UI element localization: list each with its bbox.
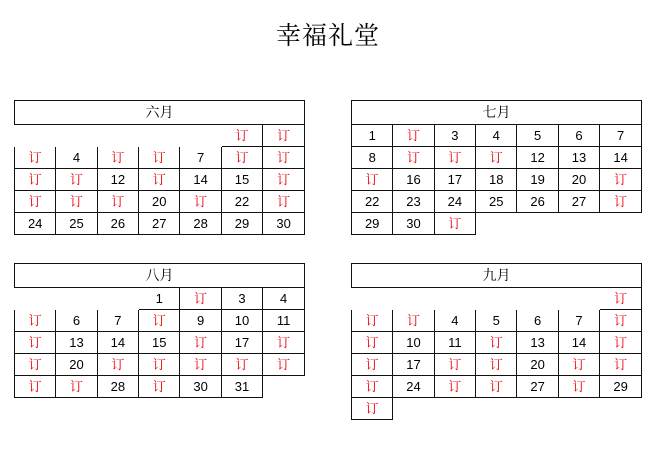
calendar-day-booked[interactable]: 订 — [600, 288, 642, 310]
calendar-day-available[interactable]: 7 — [97, 310, 138, 332]
calendar-day-booked[interactable]: 订 — [352, 376, 393, 398]
calendar-week-row — [352, 288, 642, 310]
calendar-day-booked[interactable]: 订 — [476, 376, 517, 398]
calendar-day-available[interactable]: 8 — [352, 147, 393, 169]
calendar-day-available[interactable]: 6 — [558, 125, 599, 147]
calendar-day-booked[interactable]: 订 — [600, 310, 642, 332]
calendar-day-booked[interactable]: 订 — [558, 354, 599, 376]
calendar-day-available[interactable]: 27 — [517, 376, 558, 398]
calendar-day-available[interactable]: 29 — [352, 213, 393, 235]
calendar-day-available[interactable]: 5 — [517, 125, 558, 147]
calendar-day-booked[interactable]: 订 — [352, 169, 393, 191]
calendar-day-booked[interactable]: 订 — [15, 310, 56, 332]
calendar-day-available[interactable]: 7 — [558, 310, 599, 332]
calendar-week-row — [15, 310, 305, 332]
calendar-day-available[interactable]: 1 — [139, 288, 180, 310]
calendar-day-available[interactable]: 30 — [180, 376, 221, 398]
calendar-day-booked[interactable]: 订 — [180, 354, 221, 376]
calendar-day-empty — [476, 288, 517, 310]
calendar-day-available[interactable]: 4 — [263, 288, 305, 310]
calendar-day-available[interactable]: 12 — [517, 147, 558, 169]
calendar-day-empty — [600, 213, 642, 235]
calendar-day-empty — [263, 376, 305, 398]
calendar-day-available[interactable]: 10 — [221, 310, 262, 332]
calendar-day-booked[interactable]: 订 — [434, 147, 475, 169]
calendar-day-available[interactable]: 3 — [221, 288, 262, 310]
calendar-week-row — [15, 354, 305, 376]
calendar-day-booked[interactable]: 订 — [558, 376, 599, 398]
calendar-day-available[interactable]: 25 — [476, 191, 517, 213]
calendar-day-booked[interactable]: 订 — [221, 147, 262, 169]
calendar-day-empty — [393, 398, 434, 420]
calendar-day-booked[interactable]: 订 — [263, 125, 305, 147]
calendar-day-available[interactable]: 4 — [434, 310, 475, 332]
calendar-september-body — [352, 264, 642, 420]
calendar-day-booked[interactable]: 订 — [56, 376, 97, 398]
calendar-day-available[interactable]: 22 — [221, 191, 262, 213]
calendar-day-available[interactable]: 11 — [434, 332, 475, 354]
calendar-day-booked[interactable]: 订 — [434, 354, 475, 376]
calendar-week-row — [352, 169, 642, 191]
calendar-week-row — [352, 398, 642, 420]
calendar-day-booked[interactable]: 订 — [97, 191, 138, 213]
calendar-day-empty — [517, 288, 558, 310]
calendar-day-booked[interactable]: 订 — [434, 376, 475, 398]
calendar-day-booked[interactable]: 订 — [15, 147, 56, 169]
calendar-day-available[interactable]: 27 — [558, 191, 599, 213]
calendar-august-wrapper — [14, 263, 305, 420]
calendar-day-available[interactable]: 14 — [180, 169, 221, 191]
calendar-week-row — [15, 288, 305, 310]
calendar-day-booked[interactable]: 订 — [97, 147, 138, 169]
calendar-day-empty — [600, 398, 642, 420]
calendar-grid — [14, 100, 642, 420]
calendar-september-wrapper — [351, 263, 642, 420]
calendar-day-empty — [517, 398, 558, 420]
calendar-august-body — [15, 264, 305, 398]
calendar-page — [0, 16, 656, 460]
calendar-day-booked[interactable]: 订 — [15, 354, 56, 376]
calendar-day-available[interactable]: 29 — [221, 213, 262, 235]
calendar-day-available[interactable]: 26 — [517, 191, 558, 213]
calendar-day-available[interactable]: 27 — [139, 213, 180, 235]
calendar-july-body — [352, 101, 642, 235]
calendar-day-available[interactable]: 24 — [15, 213, 56, 235]
calendar-day-booked[interactable]: 订 — [263, 147, 305, 169]
calendar-day-available[interactable]: 7 — [180, 147, 221, 169]
calendar-day-booked[interactable]: 订 — [476, 147, 517, 169]
calendar-july — [351, 100, 642, 235]
calendar-day-booked[interactable]: 订 — [476, 354, 517, 376]
calendar-day-booked[interactable]: 订 — [352, 354, 393, 376]
calendar-day-available[interactable]: 7 — [600, 125, 642, 147]
calendar-month-label: 六月 — [15, 101, 305, 125]
calendar-day-available[interactable]: 23 — [393, 191, 434, 213]
calendar-week-row — [352, 191, 642, 213]
calendar-week-row — [15, 376, 305, 398]
calendar-day-booked[interactable]: 订 — [352, 310, 393, 332]
calendar-day-booked[interactable]: 订 — [263, 332, 305, 354]
calendar-day-booked[interactable]: 订 — [393, 125, 434, 147]
calendar-week-row — [15, 332, 305, 354]
calendar-day-available[interactable]: 15 — [221, 169, 262, 191]
page-title: 幸福礼堂 — [275, 22, 380, 50]
calendar-week-row — [15, 147, 305, 169]
calendar-week-row — [352, 125, 642, 147]
calendar-day-empty — [517, 213, 558, 235]
calendar-day-booked[interactable]: 订 — [221, 125, 262, 147]
calendar-day-available[interactable]: 6 — [517, 310, 558, 332]
calendar-day-booked[interactable]: 订 — [139, 169, 180, 191]
calendar-day-booked[interactable]: 订 — [263, 354, 305, 376]
calendar-day-booked[interactable]: 订 — [263, 169, 305, 191]
calendar-day-booked[interactable]: 订 — [15, 376, 56, 398]
calendar-day-booked[interactable]: 订 — [352, 332, 393, 354]
calendar-day-booked[interactable]: 订 — [434, 213, 475, 235]
calendar-day-available[interactable]: 17 — [393, 354, 434, 376]
calendar-day-booked[interactable]: 订 — [393, 310, 434, 332]
calendar-day-booked[interactable]: 订 — [600, 191, 642, 213]
calendar-day-empty — [352, 288, 393, 310]
calendar-day-available[interactable]: 13 — [56, 332, 97, 354]
calendar-day-empty — [476, 398, 517, 420]
calendar-day-empty — [558, 398, 599, 420]
calendar-day-booked[interactable]: 订 — [600, 332, 642, 354]
calendar-july-wrapper — [351, 100, 642, 235]
calendar-day-available[interactable]: 31 — [221, 376, 262, 398]
calendar-day-available[interactable]: 18 — [476, 169, 517, 191]
calendar-day-available[interactable]: 15 — [139, 332, 180, 354]
calendar-day-booked[interactable]: 订 — [180, 288, 221, 310]
calendar-day-booked[interactable]: 订 — [600, 354, 642, 376]
calendar-day-booked[interactable]: 订 — [56, 169, 97, 191]
calendar-day-available[interactable]: 6 — [56, 310, 97, 332]
calendar-day-booked[interactable]: 订 — [15, 332, 56, 354]
calendar-month-header-row — [352, 264, 642, 288]
calendar-week-row — [352, 332, 642, 354]
calendar-month-header-row — [15, 264, 305, 288]
calendar-day-booked[interactable]: 订 — [139, 310, 180, 332]
calendar-june-wrapper — [14, 100, 305, 235]
calendar-day-available[interactable]: 9 — [180, 310, 221, 332]
calendar-day-available[interactable]: 13 — [517, 332, 558, 354]
calendar-day-empty — [97, 125, 138, 147]
calendar-week-row — [352, 147, 642, 169]
calendar-week-row — [15, 191, 305, 213]
calendar-day-available[interactable]: 30 — [393, 213, 434, 235]
calendar-day-booked[interactable]: 订 — [600, 169, 642, 191]
calendar-day-empty — [434, 288, 475, 310]
calendar-day-available[interactable]: 25 — [56, 213, 97, 235]
calendar-day-booked[interactable]: 订 — [56, 191, 97, 213]
calendar-day-available[interactable]: 24 — [434, 191, 475, 213]
calendar-day-booked[interactable]: 订 — [393, 147, 434, 169]
calendar-day-available[interactable]: 16 — [393, 169, 434, 191]
calendar-day-booked[interactable]: 订 — [352, 398, 393, 420]
calendar-day-empty — [558, 288, 599, 310]
calendar-day-available[interactable]: 5 — [476, 310, 517, 332]
calendar-day-available[interactable]: 3 — [434, 125, 475, 147]
calendar-august — [14, 263, 305, 398]
calendar-day-empty — [180, 125, 221, 147]
calendar-day-available[interactable]: 29 — [600, 376, 642, 398]
calendar-day-empty — [15, 125, 56, 147]
calendar-day-empty — [476, 213, 517, 235]
calendar-day-available[interactable]: 1 — [352, 125, 393, 147]
calendar-day-available[interactable]: 14 — [600, 147, 642, 169]
calendar-day-available[interactable]: 13 — [558, 147, 599, 169]
calendar-day-available[interactable]: 12 — [97, 169, 138, 191]
calendar-day-booked[interactable]: 订 — [139, 354, 180, 376]
calendar-day-booked[interactable]: 订 — [180, 332, 221, 354]
calendar-day-empty — [434, 398, 475, 420]
calendar-day-empty — [97, 288, 138, 310]
calendar-day-available[interactable]: 22 — [352, 191, 393, 213]
calendar-day-booked[interactable]: 订 — [15, 191, 56, 213]
calendar-day-available[interactable]: 14 — [558, 332, 599, 354]
calendar-day-available[interactable]: 20 — [56, 354, 97, 376]
calendar-day-booked[interactable]: 订 — [139, 376, 180, 398]
calendar-day-available[interactable]: 26 — [97, 213, 138, 235]
calendar-day-empty — [15, 288, 56, 310]
calendar-day-available[interactable]: 20 — [517, 354, 558, 376]
calendar-day-empty — [558, 213, 599, 235]
calendar-week-row — [352, 354, 642, 376]
calendar-day-empty — [139, 125, 180, 147]
calendar-september — [351, 263, 642, 420]
calendar-day-empty — [393, 288, 434, 310]
calendar-week-row — [352, 376, 642, 398]
calendar-month-header-row — [352, 101, 642, 125]
calendar-week-row — [15, 125, 305, 147]
calendar-day-booked[interactable]: 订 — [15, 169, 56, 191]
calendar-day-booked[interactable]: 订 — [180, 191, 221, 213]
calendar-june — [14, 100, 305, 235]
calendar-month-label: 九月 — [352, 264, 642, 288]
calendar-month-label: 八月 — [15, 264, 305, 288]
calendar-day-available[interactable]: 14 — [97, 332, 138, 354]
calendar-day-booked[interactable]: 订 — [221, 354, 262, 376]
calendar-day-available[interactable]: 4 — [56, 147, 97, 169]
calendar-day-booked[interactable]: 订 — [263, 191, 305, 213]
calendar-week-row — [352, 213, 642, 235]
calendar-day-booked[interactable]: 订 — [139, 147, 180, 169]
calendar-day-available[interactable]: 28 — [97, 376, 138, 398]
calendar-june-body — [15, 101, 305, 235]
calendar-day-available[interactable]: 17 — [221, 332, 262, 354]
calendar-day-available[interactable]: 4 — [476, 125, 517, 147]
calendar-day-available[interactable]: 19 — [517, 169, 558, 191]
calendar-day-available[interactable]: 11 — [263, 310, 305, 332]
calendar-week-row — [15, 169, 305, 191]
calendar-week-row — [15, 213, 305, 235]
calendar-day-available[interactable]: 28 — [180, 213, 221, 235]
calendar-day-available[interactable]: 20 — [139, 191, 180, 213]
calendar-day-booked[interactable]: 订 — [97, 354, 138, 376]
calendar-day-available[interactable]: 30 — [263, 213, 305, 235]
calendar-week-row — [352, 310, 642, 332]
calendar-day-available[interactable]: 20 — [558, 169, 599, 191]
calendar-day-available[interactable]: 17 — [434, 169, 475, 191]
calendar-day-booked[interactable]: 订 — [476, 332, 517, 354]
calendar-day-empty — [56, 288, 97, 310]
calendar-month-label: 七月 — [352, 101, 642, 125]
calendar-month-header-row — [15, 101, 305, 125]
calendar-day-available[interactable]: 10 — [393, 332, 434, 354]
calendar-day-available[interactable]: 24 — [393, 376, 434, 398]
calendar-day-empty — [56, 125, 97, 147]
